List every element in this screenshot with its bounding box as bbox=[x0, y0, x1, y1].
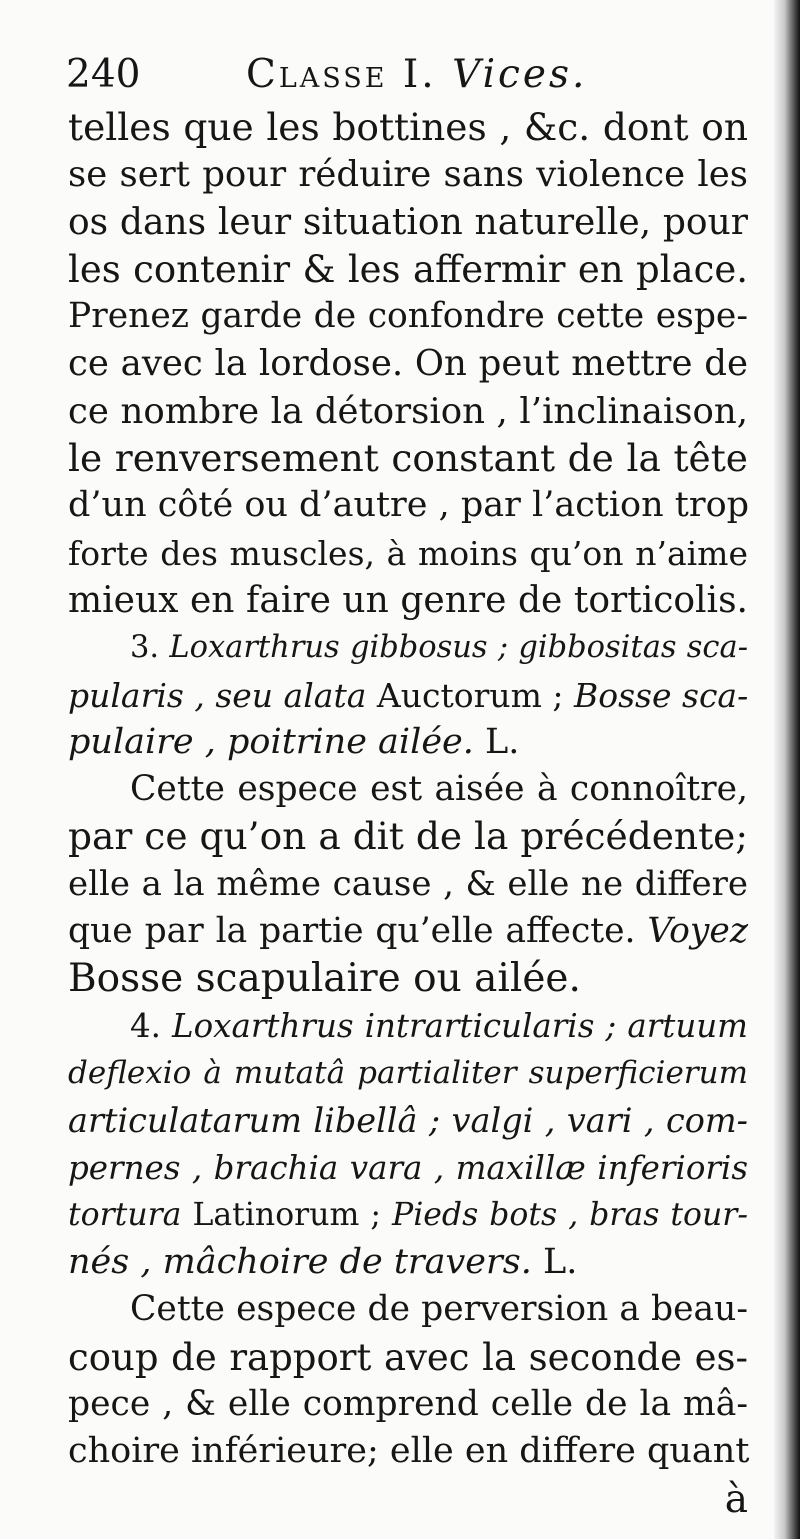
running-head bbox=[246, 50, 587, 100]
text-line bbox=[68, 246, 748, 293]
text-line bbox=[68, 104, 748, 151]
catchword bbox=[68, 1476, 748, 1523]
text-run: ce avec la lordose. On peut mettre de bbox=[68, 343, 748, 385]
text-line bbox=[68, 530, 748, 577]
catchword-text: à bbox=[724, 1476, 748, 1522]
text-line bbox=[68, 340, 748, 387]
text-line bbox=[68, 1192, 748, 1239]
french-name: Bosse sca- bbox=[574, 675, 749, 715]
text-line bbox=[68, 435, 748, 482]
text-run: telles que les bottines , &c. dont on bbox=[68, 105, 748, 149]
text-run: elle a la même cause , & elle ne differe bbox=[68, 863, 748, 904]
latin-name: Loxarthrus intrarticularis ; artuum bbox=[172, 1006, 748, 1045]
latin-text: pernes , brachia vara , maxillæ inferioris bbox=[68, 1148, 748, 1187]
text-run: Cette espece est aisée à connoître, bbox=[130, 769, 748, 810]
author-abbrev: L. bbox=[531, 1242, 578, 1283]
text-line bbox=[68, 1145, 748, 1192]
author-abbrev: L. bbox=[473, 721, 520, 762]
text-run: Latinorum ; bbox=[181, 1196, 392, 1233]
latin-text: articulatarum libellâ ; valgi , vari , com- bbox=[68, 1101, 748, 1141]
page-number: 240 bbox=[66, 52, 141, 97]
text-line bbox=[68, 908, 748, 955]
text-line bbox=[68, 1050, 748, 1097]
text-line bbox=[68, 1428, 748, 1475]
text-line bbox=[68, 388, 748, 435]
species-number: 3. bbox=[130, 630, 170, 666]
text-line bbox=[68, 1097, 748, 1144]
species-number: 4. bbox=[130, 1006, 173, 1045]
text-run: Auctorum ; bbox=[366, 675, 574, 715]
text-line-species-4 bbox=[68, 1003, 748, 1050]
text-line bbox=[68, 577, 748, 624]
text-line bbox=[68, 813, 748, 860]
text-line bbox=[68, 672, 748, 719]
text-line bbox=[68, 1286, 748, 1333]
text-run: os dans leur situation naturelle, pour bbox=[68, 201, 748, 243]
french-name: Pieds bots , bras tour- bbox=[392, 1196, 748, 1233]
text-run: par ce qu’on a dit de la précédente; bbox=[68, 814, 748, 859]
text-line bbox=[68, 293, 748, 340]
text-run: d’un côté ou d’autre , par l’action trop bbox=[68, 485, 750, 526]
french-name: nés , mâchoire de travers. bbox=[68, 1242, 532, 1283]
text-line bbox=[68, 199, 748, 246]
text-line bbox=[68, 1334, 748, 1381]
text-run: les contenir & les affermir en place. bbox=[68, 247, 748, 291]
page-edge-shadow bbox=[774, 0, 800, 1539]
text-line bbox=[68, 766, 748, 813]
text-run: que par la partie qu’elle affecte. bbox=[68, 911, 648, 952]
text-run: Bosse scapulaire ou ailée. bbox=[68, 956, 581, 1002]
latin-text: pularis , seu alata bbox=[68, 675, 367, 715]
text-line bbox=[68, 151, 748, 198]
page-header bbox=[66, 50, 766, 100]
text-run: ce nombre la détorsion , l’inclinaison, bbox=[68, 390, 748, 432]
running-head-classe: Classe I. bbox=[246, 52, 437, 97]
text-line bbox=[68, 955, 748, 1002]
text-run: Cette espece de perversion a beau- bbox=[130, 1289, 748, 1330]
text-line bbox=[68, 1239, 748, 1286]
body-text bbox=[68, 104, 748, 1523]
latin-text: tortura bbox=[68, 1196, 182, 1233]
text-line-species-3 bbox=[68, 624, 748, 671]
french-name: pulaire , poitrine ailée. bbox=[68, 721, 474, 762]
text-run: choire inférieure; elle en differe quant bbox=[68, 1431, 750, 1472]
text-run: mieux en faire un genre de torticolis. bbox=[68, 579, 748, 621]
text-run: se sert pour réduire sans violence les bbox=[68, 154, 748, 196]
text-run: Prenez garde de confondre cette espe- bbox=[68, 296, 748, 337]
text-line bbox=[68, 1381, 748, 1428]
cross-reference: Voyez bbox=[647, 911, 748, 952]
latin-name: Loxarthrus gibbosus ; gibbositas sca- bbox=[169, 630, 748, 666]
text-line bbox=[68, 719, 748, 766]
text-run: pece , & elle comprend celle de la mâ- bbox=[68, 1384, 748, 1425]
latin-text: deflexio à mutatâ partialiter superficierum bbox=[68, 1054, 748, 1091]
text-line bbox=[68, 482, 748, 529]
text-run: forte des muscles, à moins qu’on n’aime bbox=[68, 533, 748, 573]
text-run: le renversement constant de la tête bbox=[68, 436, 748, 481]
text-run: coup de rapport avec la seconde es- bbox=[68, 1335, 748, 1379]
text-line bbox=[68, 861, 748, 908]
running-head-vices: Vices. bbox=[452, 52, 588, 97]
